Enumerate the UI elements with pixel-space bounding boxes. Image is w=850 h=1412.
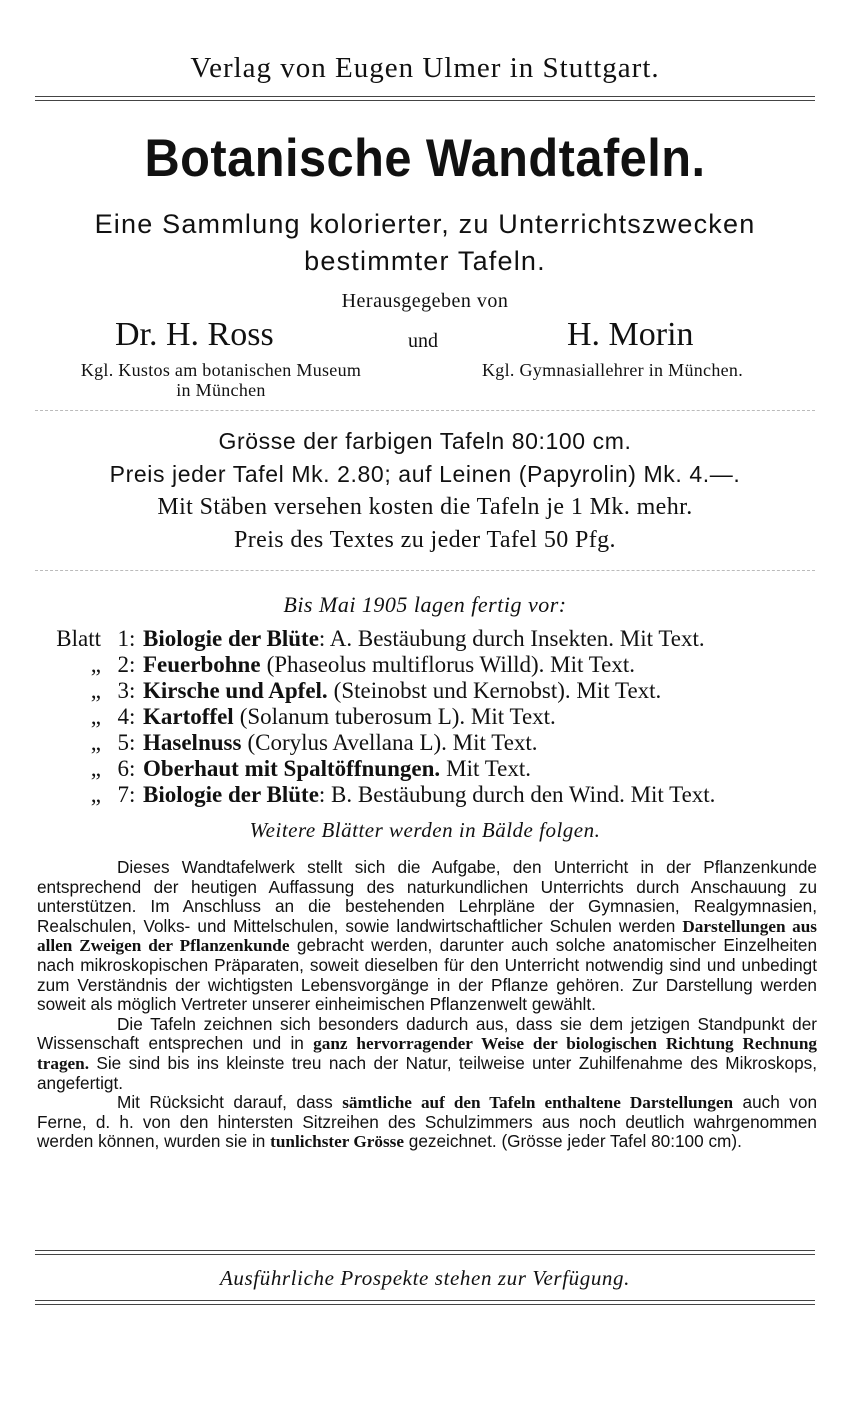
dotted-rule-2 xyxy=(35,570,815,571)
plate-details: Mit Text. xyxy=(446,756,531,781)
description-text xyxy=(37,858,817,1152)
plate-label: „ xyxy=(90,652,101,677)
list-item: „ 6: Oberhaut mit Spaltöffnungen. Mit Text. xyxy=(35,756,825,782)
plate-name: Kirsche und Apfel. xyxy=(143,678,328,703)
plate-label: „ xyxy=(90,756,101,781)
list-item: „ 4: Kartoffel (Solanum tuberosum L). Mit Text. xyxy=(35,704,825,730)
spec-price: Preis jeder Tafel Mk. 2.80; auf Leinen (Papyrolin) Mk. 4.—. xyxy=(109,461,741,487)
paragraph-1 xyxy=(37,858,817,1015)
plate-details: (Corylus Avellana L). Mit Text. xyxy=(247,730,538,755)
plate-name: Kartoffel xyxy=(143,704,234,729)
plate-details: : A. Bestäubung durch Insekten. Mit Text. xyxy=(318,626,705,651)
spec-staves: Mit Stäben versehen kosten die Tafeln je 1 Mk. mehr. xyxy=(157,494,693,520)
subtitle xyxy=(40,206,810,280)
plates-list xyxy=(35,626,825,808)
author-1-desc-line-2: in München xyxy=(176,380,266,400)
plate-name: Oberhaut mit Spaltöffnungen. xyxy=(143,756,441,781)
plate-number: 6 xyxy=(117,756,129,781)
footer-note: Ausführliche Prospekte stehen zur Verfügung. xyxy=(220,1266,630,1290)
page-title: Botanische Wandtafeln. xyxy=(144,129,706,188)
plate-label: „ xyxy=(90,782,101,807)
plate-number: 4 xyxy=(117,704,129,729)
plate-label: „ xyxy=(90,730,101,755)
plate-name: Haselnuss xyxy=(143,730,242,755)
plate-number: 5 xyxy=(117,730,129,755)
plate-name: Feuerbohne xyxy=(143,652,261,677)
p3-text-c: gezeichnet. (Grösse jeder Tafel 80:100 cm). xyxy=(403,1131,742,1152)
p1-text-a: Dieses Wandtafelwerk stellt sich die Aufgabe, den Unterricht in der Pflanzenkunde entsprechend der heutigen Auffassung des naturkundlichen Unterrichts durch Anschauung zu unterstützen. Im Anschluss an die bestehenden Lehrpläne der Gymnasien, Realgymnasien, Realschulen, Volks- und Mittelschulen, sowie landwirtschaftlicher Schulen werden xyxy=(37,857,817,936)
list-item: „ 5: Haselnuss (Corylus Avellana L). Mit Text. xyxy=(35,730,825,756)
author-2-description: Kgl. Gymnasiallehrer in München. xyxy=(482,360,744,380)
p2-bold: ganz hervorragender Weise der biologischen Richtung Rechnung tragen. xyxy=(37,1034,817,1073)
p2-text-b: Sie sind bis ins kleinste treu nach der Natur, teilweise unter Zuhilfenahme des Mikroskops, angefertigt. xyxy=(37,1052,817,1093)
and-word: und xyxy=(408,330,438,352)
spec-size: Grösse der farbigen Tafeln 80:100 cm. xyxy=(218,428,632,454)
p1-bold: Darstellungen aus allen Zweigen der Pflanzenkunde xyxy=(37,916,817,956)
subtitle-line-1: Eine Sammlung kolorierter, zu Unterrichtszwecken xyxy=(94,209,756,239)
double-rule-top xyxy=(35,96,815,101)
author-1-desc-line-1: Kgl. Kustos am botanischen Museum xyxy=(80,360,362,380)
plate-number: 7 xyxy=(117,782,129,807)
list-item: „ 3: Kirsche und Apfel. (Steinobst und Kernobst). Mit Text. xyxy=(35,678,825,704)
plate-number: 2 xyxy=(117,652,129,677)
author-1-description xyxy=(35,360,407,400)
p3-text-b: auch von Ferne, d. h. von den hintersten Sitzreihen des Schulzimmers aus noch deutlich wahrgenommen werden können, wurden sie in xyxy=(37,1092,817,1152)
publisher-line: Verlag von Eugen Ulmer in Stuttgart. xyxy=(190,52,660,84)
available-heading: Bis Mai 1905 lagen fertig vor: xyxy=(283,592,567,617)
plate-label: „ xyxy=(90,678,101,703)
plate-number: 3 xyxy=(117,678,129,703)
plate-details: (Steinobst und Kernobst). Mit Text. xyxy=(333,678,662,703)
double-rule-bottom-1 xyxy=(35,1250,815,1255)
plate-details: : B. Bestäubung durch den Wind. Mit Text. xyxy=(318,782,716,807)
p3-bold-1: sämtliche auf den Tafeln enthaltene Darstellungen xyxy=(342,1093,734,1113)
double-rule-bottom-2 xyxy=(35,1300,815,1305)
dotted-rule-1 xyxy=(35,410,815,411)
plate-name: Biologie der Blüte xyxy=(143,626,319,651)
p3-text-a: Mit Rücksicht darauf, dass xyxy=(117,1092,343,1113)
author-2-name: H. Morin xyxy=(567,316,694,353)
list-item: „ 7: Biologie der Blüte: B. Bestäubung durch den Wind. Mit Text. xyxy=(35,782,825,808)
author-1-name: Dr. H. Ross xyxy=(115,316,274,353)
plate-name: Biologie der Blüte xyxy=(143,782,319,807)
p1-text-b: gebracht werden, darunter auch solche anatomischer Einzelheiten nach mikroskopischen Präparaten, soweit dieselben für den Unterricht notwendig sind und unbedingt zum Verständnis der wichtigsten Lebensvorgänge in der Pflanze gehören. Zur Darstellung werden soweit als möglich Vertreter unserer einheimischen Pflanzenwelt gewählt. xyxy=(37,935,818,1015)
spec-text-price: Preis des Textes zu jeder Tafel 50 Pfg. xyxy=(234,527,616,553)
plate-details: (Phaseolus multiflorus Willd). Mit Text. xyxy=(266,652,636,677)
plate-number: 1 xyxy=(117,626,129,651)
p3-bold-2: tunlichster Grösse xyxy=(270,1132,404,1152)
more-coming-note: Weitere Blätter werden in Bälde folgen. xyxy=(249,818,601,842)
subtitle-line-2: bestimmter Tafeln. xyxy=(304,246,546,276)
paragraph-2 xyxy=(37,1015,817,1093)
editors-intro: Herausgegeben von xyxy=(341,290,509,312)
paragraph-3 xyxy=(37,1093,817,1152)
list-item: „ 2: Feuerbohne (Phaseolus multiflorus Willd). Mit Text. xyxy=(35,652,825,678)
plate-details: (Solanum tuberosum L). Mit Text. xyxy=(239,704,556,729)
p2-text-a: Die Tafeln zeichnen sich besonders dadurch aus, dass sie dem jetzigen Standpunkt der Wissenschaft entsprechen und in xyxy=(37,1013,817,1054)
list-item: Blatt 1: Biologie der Blüte: A. Bestäubung durch Insekten. Mit Text. xyxy=(35,626,825,652)
plate-label: „ xyxy=(90,704,101,729)
plate-label: Blatt xyxy=(56,626,101,651)
